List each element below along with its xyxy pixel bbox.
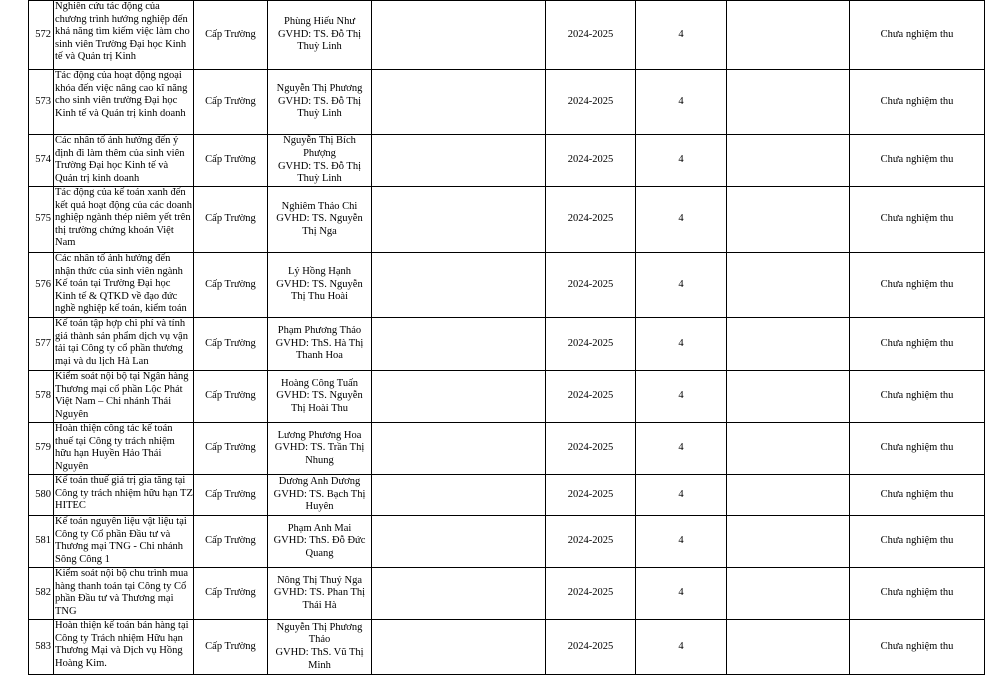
row-number: 572 xyxy=(29,1,54,70)
row-number: 573 xyxy=(29,70,54,135)
topic-title-text: Kiểm soát nội bộ tại Ngân hàng Thương mại cổ phần Lộc Phát Việt Nam – Chi nhánh Thái Nguyên xyxy=(55,371,189,420)
author-cell xyxy=(268,423,372,475)
year-cell: 2024-2025 xyxy=(546,70,636,135)
empty-cell xyxy=(727,135,850,187)
row-number: 577 xyxy=(29,318,54,371)
level-cell: Cấp Trường xyxy=(194,371,268,423)
topic-title xyxy=(54,187,194,253)
topics-table xyxy=(28,0,985,675)
empty-cell xyxy=(372,253,546,318)
author-cell xyxy=(268,253,372,318)
row-number: 580 xyxy=(29,475,54,516)
level-cell: Cấp Trường xyxy=(194,423,268,475)
empty-cell xyxy=(372,371,546,423)
status-cell: Chưa nghiệm thu xyxy=(850,253,985,318)
topic-title-text: Hoàn thiện kế toán bán hàng tại Công ty Trách nhiệm Hữu hạn Thương Mại và Dịch vụ Hồng Hoàng Kim. xyxy=(55,620,189,669)
status-cell: Chưa nghiệm thu xyxy=(850,318,985,371)
author-cell xyxy=(268,620,372,675)
year-cell: 2024-2025 xyxy=(546,1,636,70)
row-number: 575 xyxy=(29,187,54,253)
row-number: 574 xyxy=(29,135,54,187)
author-text: Nguyễn Thị Bích Phượng GVHD: TS. Đỗ Thị Thuỳ Linh xyxy=(277,135,362,185)
author-cell xyxy=(268,187,372,253)
level-cell: Cấp Trường xyxy=(194,516,268,568)
author-text: Phùng Hiếu Như GVHD: TS. Đỗ Thị Thuỳ Linh xyxy=(277,16,362,53)
year-cell: 2024-2025 xyxy=(546,475,636,516)
author-text: Nguyễn Thị Phương Thảo GVHD: ThS. Vũ Thị Minh xyxy=(275,621,364,671)
author-text: Nguyễn Thị Phương GVHD: TS. Đỗ Thị Thuỳ Linh xyxy=(276,83,363,120)
year-cell: 2024-2025 xyxy=(546,568,636,620)
year-cell: 2024-2025 xyxy=(546,516,636,568)
hours-cell: 4 xyxy=(636,516,727,568)
author-text: Phạm Anh Mai GVHD: ThS. Đỗ Đức Quang xyxy=(273,522,366,559)
author-cell xyxy=(268,516,372,568)
topic-title-text: Nghiên cứu tác động của chương trình hướng nghiệp đến khả năng tìm kiếm việc làm cho sinh viên Trường Đại học Kinh tế và Quản trị Kinh xyxy=(55,1,190,63)
empty-cell xyxy=(727,187,850,253)
year-cell: 2024-2025 xyxy=(546,135,636,187)
author-text: Nông Thị Thuý Nga GVHD: TS. Phan Thị Thái Hà xyxy=(273,574,366,611)
level-cell: Cấp Trường xyxy=(194,318,268,371)
topic-title xyxy=(54,568,194,620)
hours-cell: 4 xyxy=(636,475,727,516)
topic-title-text: Tác động của kế toán xanh đến kết quả hoạt động của các doanh nghiệp ngành thép niêm yết trên thị trường chứng khoán Việt Nam xyxy=(55,187,193,249)
empty-cell xyxy=(727,70,850,135)
empty-cell xyxy=(727,568,850,620)
empty-cell xyxy=(727,516,850,568)
author-cell xyxy=(268,371,372,423)
level-cell: Cấp Trường xyxy=(194,187,268,253)
table-row xyxy=(29,1,985,70)
hours-cell: 4 xyxy=(636,135,727,187)
hours-cell: 4 xyxy=(636,70,727,135)
year-cell: 2024-2025 xyxy=(546,187,636,253)
author-text: Dương Anh Dương GVHD: TS. Bạch Thị Huyên xyxy=(273,476,366,513)
author-text: Lương Phương Hoa GVHD: TS. Trần Thị Nhung xyxy=(274,429,365,466)
hours-cell: 4 xyxy=(636,318,727,371)
empty-cell xyxy=(372,568,546,620)
author-cell xyxy=(268,1,372,70)
topic-title xyxy=(54,516,194,568)
table-row xyxy=(29,253,985,318)
author-cell xyxy=(268,318,372,371)
empty-cell xyxy=(727,318,850,371)
empty-cell xyxy=(727,620,850,675)
level-cell: Cấp Trường xyxy=(194,475,268,516)
status-cell: Chưa nghiệm thu xyxy=(850,135,985,187)
hours-cell: 4 xyxy=(636,423,727,475)
year-cell: 2024-2025 xyxy=(546,318,636,371)
year-cell: 2024-2025 xyxy=(546,371,636,423)
hours-cell: 4 xyxy=(636,253,727,318)
level-cell: Cấp Trường xyxy=(194,253,268,318)
row-number: 579 xyxy=(29,423,54,475)
author-text: Lý Hồng Hạnh GVHD: TS. Nguyễn Thị Thu Hoài xyxy=(276,266,363,303)
hours-cell: 4 xyxy=(636,568,727,620)
empty-cell xyxy=(372,187,546,253)
level-cell: Cấp Trường xyxy=(194,135,268,187)
hours-cell: 4 xyxy=(636,1,727,70)
table-row xyxy=(29,423,985,475)
author-cell xyxy=(268,475,372,516)
empty-cell xyxy=(372,475,546,516)
author-cell xyxy=(268,70,372,135)
author-text: Nghiêm Thảo Chi GVHD: TS. Nguyễn Thị Nga xyxy=(276,200,363,237)
empty-cell xyxy=(727,1,850,70)
level-cell: Cấp Trường xyxy=(194,620,268,675)
year-cell: 2024-2025 xyxy=(546,620,636,675)
empty-cell xyxy=(372,516,546,568)
empty-cell xyxy=(372,135,546,187)
topic-title-text: Kế toán thuế giá trị gia tăng tại Công ty trách nhiệm hữu hạn TZ HITEC xyxy=(55,475,193,512)
topic-title-text: Kiểm soát nội bộ chu trình mua hàng thanh toán tại Công ty Cổ phần Đầu tư và Thương mại TNG xyxy=(55,568,188,617)
row-number: 583 xyxy=(29,620,54,675)
table-row xyxy=(29,475,985,516)
level-cell: Cấp Trường xyxy=(194,1,268,70)
topic-title-text: Kế toán tập hợp chi phí và tính giá thành sản phẩm dịch vụ vận tải tại Công ty cổ phần thương mại và du lịch Hà Lan xyxy=(55,318,188,367)
hours-cell: 4 xyxy=(636,371,727,423)
empty-cell xyxy=(727,423,850,475)
topic-title xyxy=(54,475,194,516)
topic-title xyxy=(54,318,194,371)
topic-title xyxy=(54,70,194,135)
empty-cell xyxy=(727,371,850,423)
author-text: Hoàng Công Tuấn GVHD: TS. Nguyễn Thị Hoài Thu xyxy=(276,377,363,414)
table-row xyxy=(29,620,985,675)
year-cell: 2024-2025 xyxy=(546,423,636,475)
table-row xyxy=(29,187,985,253)
topic-title-text: Tác động của hoạt động ngoại khóa đến việc nâng cao kĩ năng cho sinh viên trường Đại học Kinh tế và Quản trị kinh doanh xyxy=(55,70,188,119)
status-cell: Chưa nghiệm thu xyxy=(850,516,985,568)
table-row xyxy=(29,568,985,620)
hours-cell: 4 xyxy=(636,187,727,253)
author-cell xyxy=(268,568,372,620)
level-cell: Cấp Trường xyxy=(194,70,268,135)
status-cell: Chưa nghiệm thu xyxy=(850,423,985,475)
table-row xyxy=(29,516,985,568)
status-cell: Chưa nghiệm thu xyxy=(850,568,985,620)
status-cell: Chưa nghiệm thu xyxy=(850,1,985,70)
topic-title-text: Các nhân tố ảnh hưởng đến nhận thức của sinh viên ngành Kế toán tại Trường Đại học Kinh tế & QTKD về đạo đức nghề nghiệp kế toán, kiểm toán xyxy=(55,253,187,315)
status-cell: Chưa nghiệm thu xyxy=(850,70,985,135)
empty-cell xyxy=(727,475,850,516)
status-cell: Chưa nghiệm thu xyxy=(850,371,985,423)
author-cell xyxy=(268,135,372,187)
empty-cell xyxy=(727,253,850,318)
empty-cell xyxy=(372,318,546,371)
topic-title xyxy=(54,423,194,475)
year-cell: 2024-2025 xyxy=(546,253,636,318)
topic-title xyxy=(54,1,194,70)
topic-title xyxy=(54,253,194,318)
empty-cell xyxy=(372,423,546,475)
row-number: 581 xyxy=(29,516,54,568)
status-cell: Chưa nghiệm thu xyxy=(850,475,985,516)
level-cell: Cấp Trường xyxy=(194,568,268,620)
empty-cell xyxy=(372,70,546,135)
row-number: 582 xyxy=(29,568,54,620)
hours-cell: 4 xyxy=(636,620,727,675)
topic-title xyxy=(54,135,194,187)
status-cell: Chưa nghiệm thu xyxy=(850,620,985,675)
row-number: 576 xyxy=(29,253,54,318)
status-cell: Chưa nghiệm thu xyxy=(850,187,985,253)
topic-title xyxy=(54,620,194,675)
topic-title xyxy=(54,371,194,423)
row-number: 578 xyxy=(29,371,54,423)
table-row xyxy=(29,318,985,371)
table-row xyxy=(29,371,985,423)
empty-cell xyxy=(372,1,546,70)
table-row xyxy=(29,70,985,135)
topic-title-text: Hoàn thiện công tác kế toán thuế tại Công ty trách nhiệm hữu hạn Huyền Hảo Thái Nguyên xyxy=(55,423,175,472)
empty-cell xyxy=(372,620,546,675)
table-row xyxy=(29,135,985,187)
topic-title-text: Các nhân tố ảnh hưởng đến ý định đi làm thêm của sinh viên Trường Đại học Kinh tế và Quản trị kinh doanh xyxy=(55,135,185,184)
topic-title-text: Kế toán nguyên liệu vật liệu tại Công ty Cổ phần Đầu tư và Thương mại TNG - Chi nhánh Sông Công 1 xyxy=(55,516,187,565)
author-text: Phạm Phương Thảo GVHD: ThS. Hà Thị Thanh Hoa xyxy=(275,325,364,362)
